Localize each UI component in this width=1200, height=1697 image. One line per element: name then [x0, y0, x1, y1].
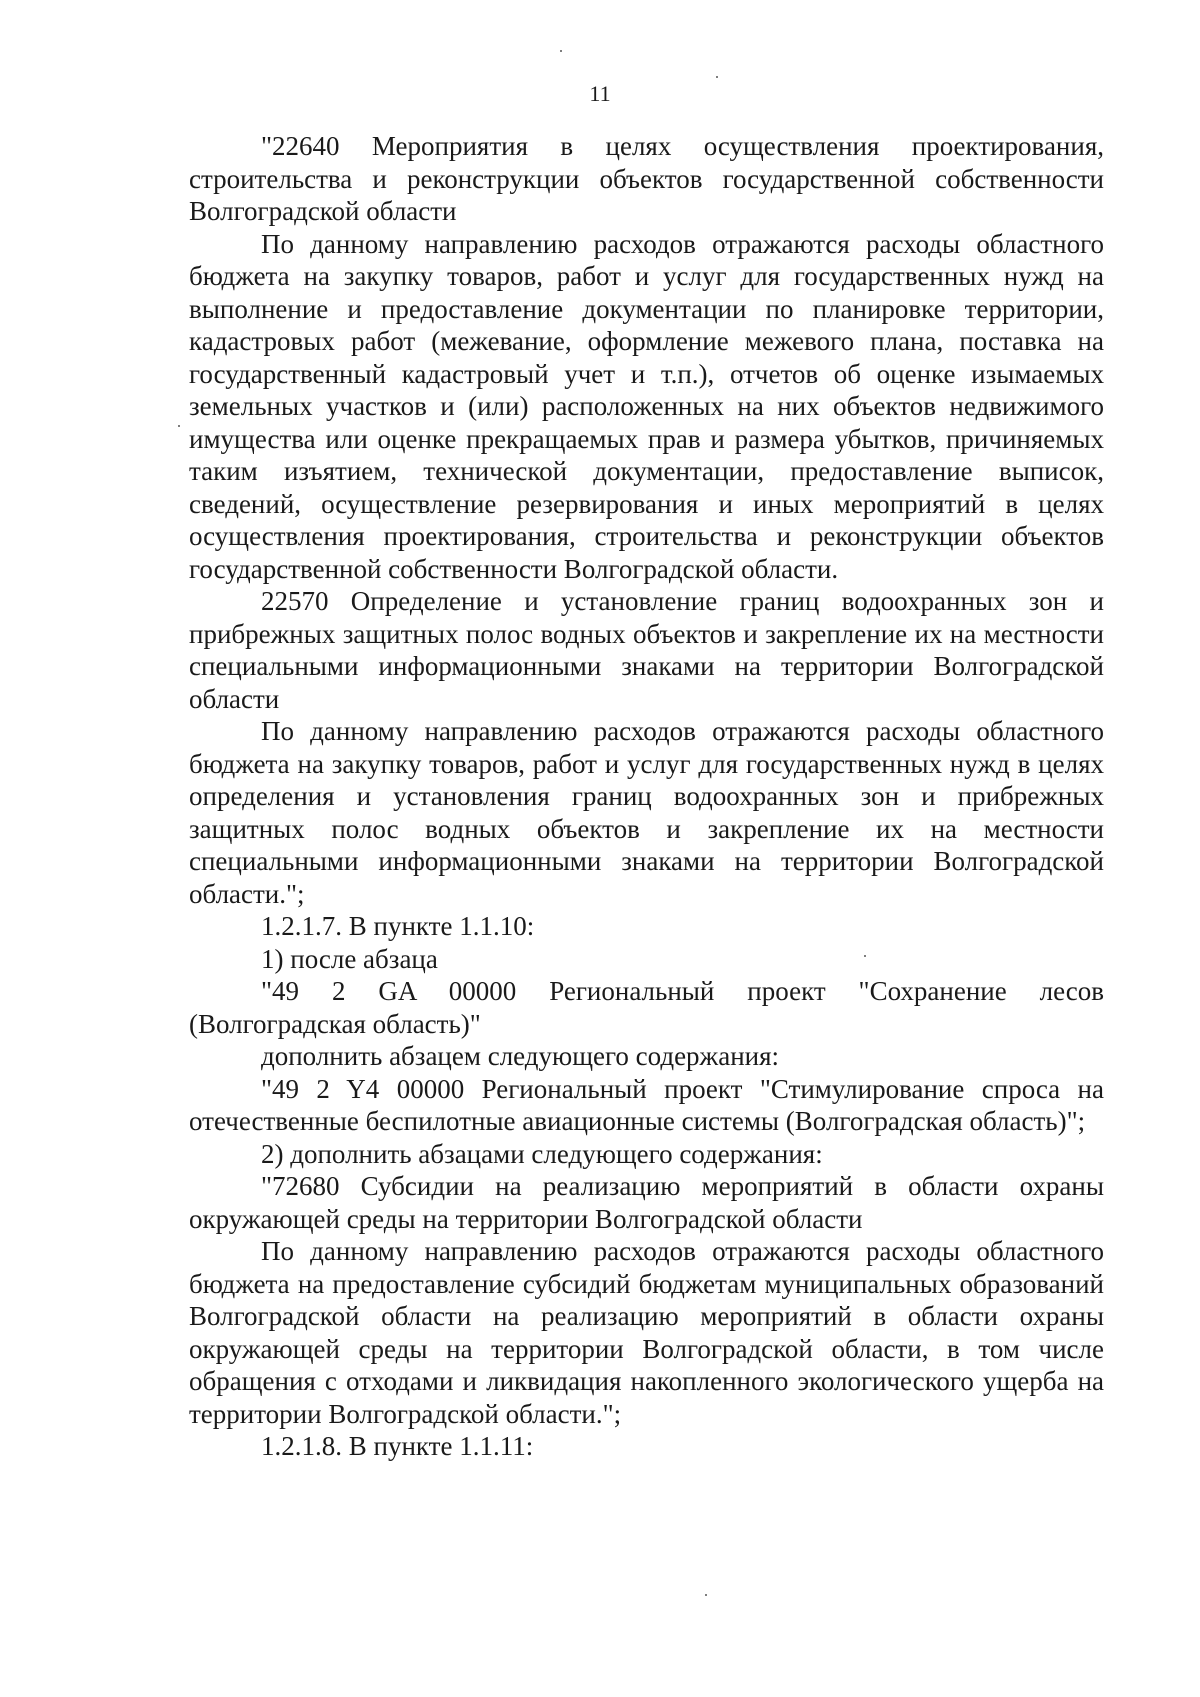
paragraph-49-2-y4: "49 2 Y4 00000 Региональный проект "Стимулирование спроса на отечественные беспилотные авиационные системы (Волгоградская область)";: [189, 1073, 1104, 1136]
scan-speck: [178, 425, 180, 427]
paragraph-49-2-ga: "49 2 GA 00000 Региональный проект "Сохранение лесов (Волгоградская область)": [189, 976, 1104, 1039]
paragraph-72680-description: По данному направлению расходов отражаются расходы областного бюджета на предоставление субсидий бюджетам муниципальных образований Волгоградской области на реализацию мероприятий в области охраны окружающей среды на территории Волгоградской области, в том числе обращения с отходами и ликвидация накопленного экологического ущерба на территории Волгоградской области.";: [189, 1236, 1104, 1429]
paragraph-22640-heading: "22640 Мероприятия в целях осуществления проектирования, строительства и реконструкции объектов государственной собственности Волгоградской области: [189, 131, 1104, 226]
paragraph-22570-heading: 22570 Определение и установление границ водоохранных зон и прибрежных защитных полос водных объектов и закрепление их на местности специальными информационными знаками на территории Волгоградской области: [189, 586, 1104, 714]
paragraph-22570-description: По данному направлению расходов отражаются расходы областного бюджета на закупку товаров, работ и услуг для государственных нужд в целях определения и установления границ водоохранных зон и прибрежных защитных полос водных объектов и закрепление их на местности специальными информационными знаками на территории Волгоградской области.";: [189, 716, 1104, 909]
page-number: 11: [589, 81, 611, 106]
document-body: [189, 130, 1104, 1463]
scan-speck: [716, 76, 718, 78]
paragraph-72680-heading: "72680 Субсидии на реализацию мероприятий в области охраны окружающей среды на территории Волгоградской области: [189, 1171, 1104, 1234]
paragraph-item-1-2-1-8: 1.2.1.8. В пункте 1.1.11:: [261, 1431, 534, 1461]
paragraph-add-abzac: дополнить абзацем следующего содержания:: [261, 1041, 780, 1071]
paragraph-after-abzac: 1) после абзаца: [261, 943, 438, 974]
scan-speck: [705, 1594, 707, 1596]
scan-speck: [560, 50, 562, 52]
scan-speck: [864, 955, 866, 957]
paragraph-22640-description: По данному направлению расходов отражаются расходы областного бюджета на закупку товаров, работ и услуг для государственных нужд на выполнение и предоставление документации по планировке территории, кадастровых работ (межевание, оформление межевого плана, поставка на государственный кадастровый учет и т.п.), отчетов об оценке изымаемых земельных участков и (или) расположенных на них объектов недвижимого имущества или оценке прекращаемых прав и размера убытков, причиняемых таким изъятием, технической документации, предоставление выписок, сведений, осуществление резервирования и иных мероприятий в целях осуществления проектирования, строительства и реконструкции объектов государственной собственности Волгоградской области.: [189, 228, 1104, 584]
paragraph-add-abzacs: 2) дополнить абзацами следующего содержания:: [261, 1138, 823, 1169]
paragraph-item-1-2-1-7: 1.2.1.7. В пункте 1.1.10:: [261, 911, 535, 941]
